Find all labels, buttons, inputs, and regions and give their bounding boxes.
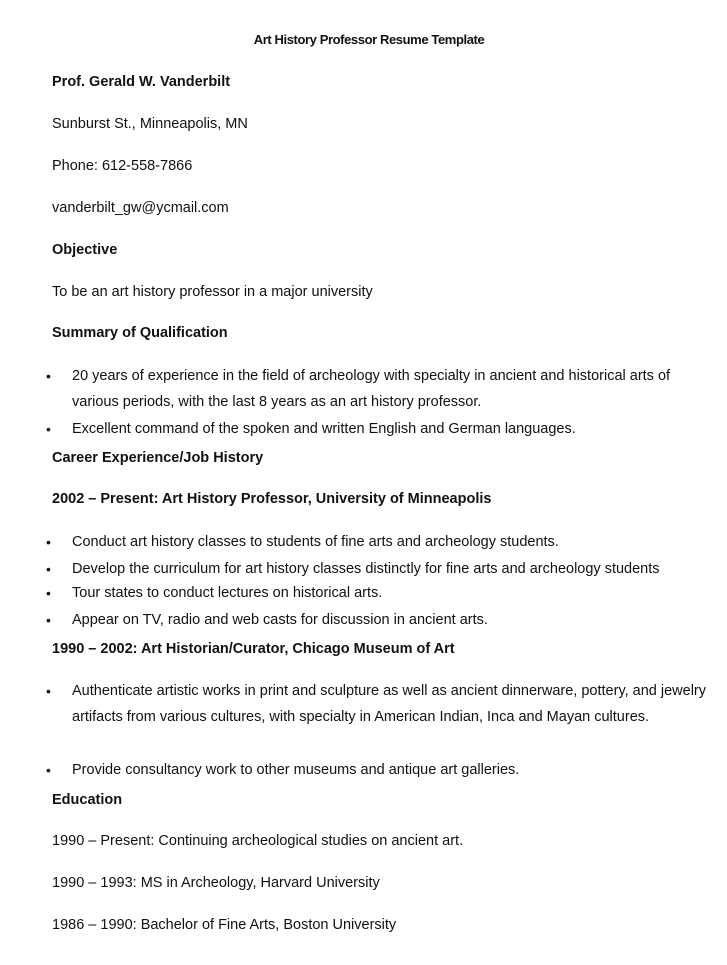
list-item-text: Appear on TV, radio and web casts for discussion in ancient arts. [72,612,488,628]
education-entry: 1990 – 1993: MS in Archeology, Harvard University [52,875,380,891]
list-item [46,363,712,415]
education-entry: 1986 – 1990: Bachelor of Fine Arts, Boston University [52,917,397,933]
list-item-text: Excellent command of the spoken and written English and German languages. [72,421,576,437]
list-item-text: Provide consultancy work to other museums and antique art galleries. [72,762,520,778]
career-heading: Career Experience/Job History [52,450,264,466]
phone: Phone: 612-558-7866 [52,158,193,174]
list-item-text: Develop the curriculum for art history classes distinctly for fine arts and archeology students [72,561,660,577]
objective-text: To be an art history professor in a major university [52,284,373,300]
address: Sunburst St., Minneapolis, MN [52,116,248,132]
bullet-icon: • [46,683,51,699]
job-title: 2002 – Present: Art History Professor, University of Minneapolis [52,491,492,507]
education-heading: Education [52,792,123,808]
email: vanderbilt_gw@ycmail.com [52,200,229,216]
list-item [46,416,712,442]
list-item [46,607,712,633]
job-title: 1990 – 2002: Art Historian/Curator, Chicago Museum of Art [52,641,455,657]
page-title: Art History Professor Resume Template [253,32,485,47]
list-item-text: Authenticate artistic works in print and sculpture as well as ancient dinnerware, pottery, and jewelry artifacts from various cultures, with specialty in American Indian, Inca and Mayan cultures. [72,683,707,725]
bullet-icon: • [46,762,51,778]
list-item-text: Conduct art history classes to students of fine arts and archeology students. [72,534,559,550]
education-entry: 1990 – Present: Continuing archeological studies on ancient art. [52,833,464,849]
bullet-icon: • [46,421,51,437]
bullet-icon: • [46,612,51,628]
list-item-text: 20 years of experience in the field of archeology with specialty in ancient and historical arts of various periods, with the last 8 years as an art history professor. [72,368,671,410]
bullet-icon: • [46,534,51,550]
bullet-icon: • [46,561,51,577]
candidate-name: Prof. Gerald W. Vanderbilt [52,74,231,90]
bullet-icon: • [46,585,51,601]
list-item [46,529,712,555]
list-item-text: Tour states to conduct lectures on historical arts. [72,585,383,601]
list-item [46,757,712,783]
bullet-icon: • [46,368,51,384]
list-item [46,556,712,582]
summary-heading: Summary of Qualification [52,325,228,341]
list-item [46,678,712,730]
list-item [46,580,712,606]
objective-heading: Objective [52,242,118,258]
